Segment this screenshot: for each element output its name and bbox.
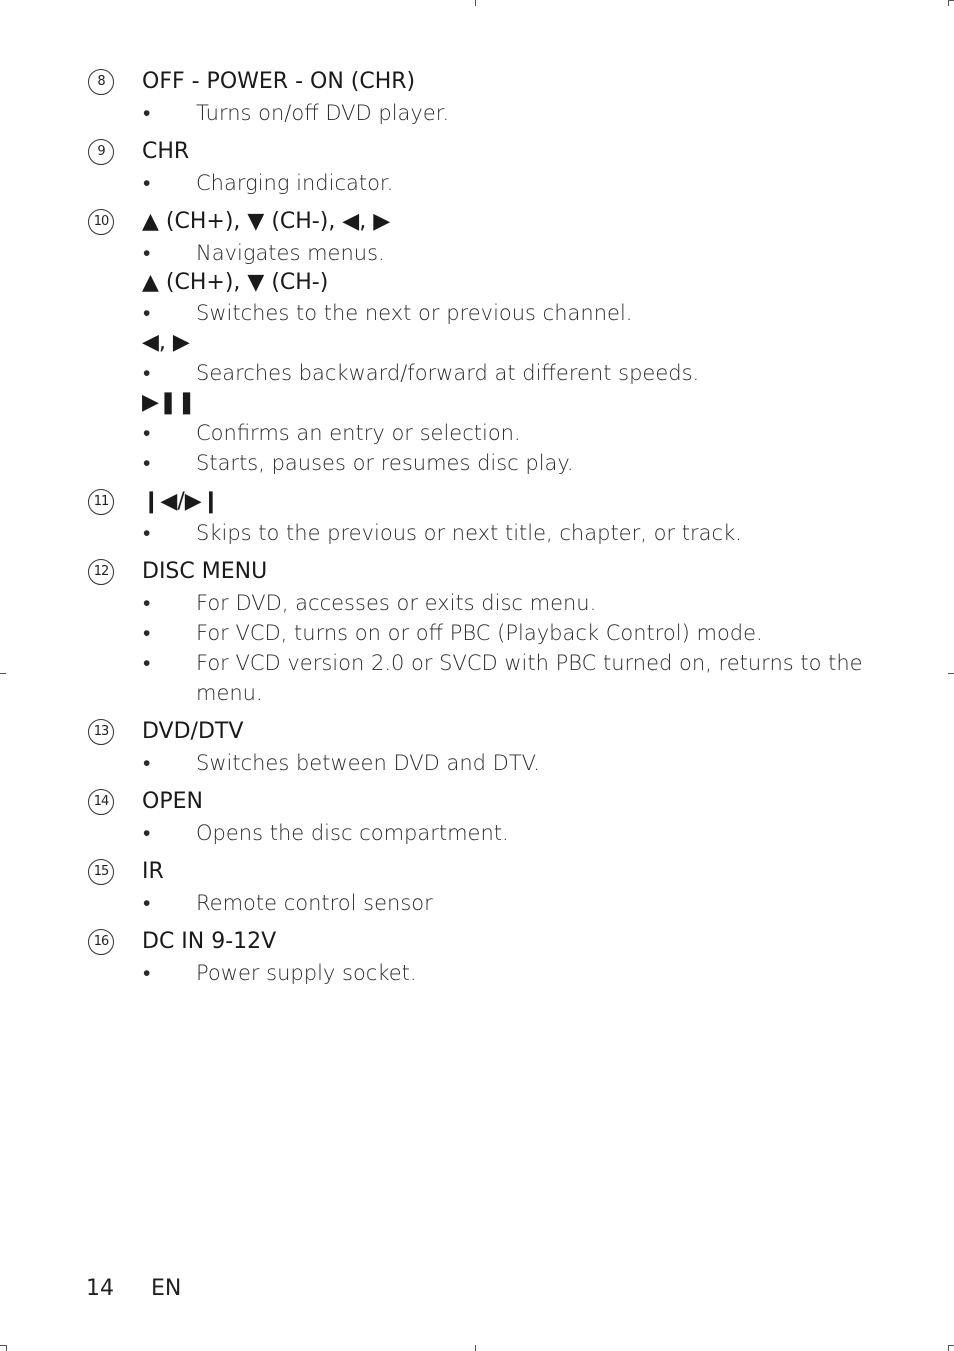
crop-mark	[475, 0, 476, 6]
controls-list	[86, 66, 906, 996]
control-item	[86, 786, 906, 856]
bullet-item: • Searches backward/forward at different speeds.	[142, 358, 906, 388]
bullet-item: • Skips to the previous or next title, chapter, or track.	[142, 518, 906, 548]
crop-mark	[948, 0, 954, 1]
item-number: 14	[88, 789, 114, 815]
bullet-item: • Starts, pauses or resumes disc play.	[142, 448, 906, 478]
item-title: CHR	[142, 139, 190, 164]
page-number: 14	[86, 1276, 114, 1301]
bullet-item: • For VCD, turns on or off PBC (Playback Control) mode.	[142, 618, 906, 648]
bullet-item: • Charging indicator.	[142, 168, 906, 198]
bullet-list	[142, 588, 906, 708]
item-number: 15	[88, 859, 114, 885]
bullet-list	[142, 888, 906, 918]
item-number: 11	[88, 489, 114, 515]
control-item	[86, 136, 906, 206]
bullet-item: • Switches to the next or previous channel.	[142, 298, 906, 328]
control-item	[86, 66, 906, 136]
bullet-item: • For DVD, accesses or exits disc menu.	[142, 588, 906, 618]
crop-mark	[6, 1345, 7, 1351]
subsection-label: ◀, ▶	[142, 330, 190, 355]
language-code: EN	[151, 1276, 182, 1301]
crop-mark	[948, 673, 954, 674]
crop-mark	[475, 1345, 476, 1351]
item-title: OPEN	[142, 789, 203, 814]
item-title: DVD/DTV	[142, 719, 244, 744]
bullet-list	[142, 168, 906, 198]
bullet-item: • Switches between DVD and DTV.	[142, 748, 906, 778]
item-title: IR	[142, 859, 164, 884]
bullet-list	[142, 418, 906, 478]
crop-mark	[948, 1345, 954, 1346]
bullet-list	[142, 518, 906, 548]
item-number: 9	[88, 139, 114, 165]
item-title: ▲ (CH+), ▼ (CH-), ◀, ▶	[142, 209, 391, 234]
item-number: 12	[88, 559, 114, 585]
bullet-list	[142, 98, 906, 128]
bullet-list	[142, 958, 906, 988]
item-number: 16	[88, 929, 114, 955]
bullet-item: • Remote control sensor	[142, 888, 906, 918]
control-item	[86, 716, 906, 786]
control-item	[86, 926, 906, 996]
bullet-list	[142, 358, 906, 388]
item-number: 13	[88, 719, 114, 745]
bullet-item: • Opens the disc compartment.	[142, 818, 906, 848]
item-number: 10	[88, 209, 114, 235]
item-title: DC IN 9-12V	[142, 929, 277, 954]
bullet-item: • Turns on/off DVD player.	[142, 98, 906, 128]
subsection-label: ▲ (CH+), ▼ (CH-)	[142, 270, 329, 295]
item-title: OFF - POWER - ON (CHR)	[142, 69, 416, 94]
control-item	[86, 556, 906, 716]
bullet-item: • Power supply socket.	[142, 958, 906, 988]
bullet-list	[142, 818, 906, 848]
bullet-list	[142, 748, 906, 778]
item-title: DISC MENU	[142, 559, 268, 584]
item-number: 8	[88, 69, 114, 95]
control-item	[86, 206, 906, 486]
item-title: ❙◀/▶❙	[142, 489, 221, 514]
bullet-item: • For VCD version 2.0 or SVCD with PBC turned on, returns to the menu.	[142, 648, 906, 708]
control-item	[86, 486, 906, 556]
bullet-item: • Confirms an entry or selection.	[142, 418, 906, 448]
control-item	[86, 856, 906, 926]
bullet-item: • Navigates menus.	[142, 238, 906, 268]
crop-mark	[0, 1345, 6, 1346]
subsection-label: ▶❚❚	[142, 390, 196, 415]
bullet-list	[142, 298, 906, 328]
bullet-list	[142, 238, 906, 268]
page-footer	[86, 1276, 181, 1301]
crop-mark	[0, 673, 6, 674]
